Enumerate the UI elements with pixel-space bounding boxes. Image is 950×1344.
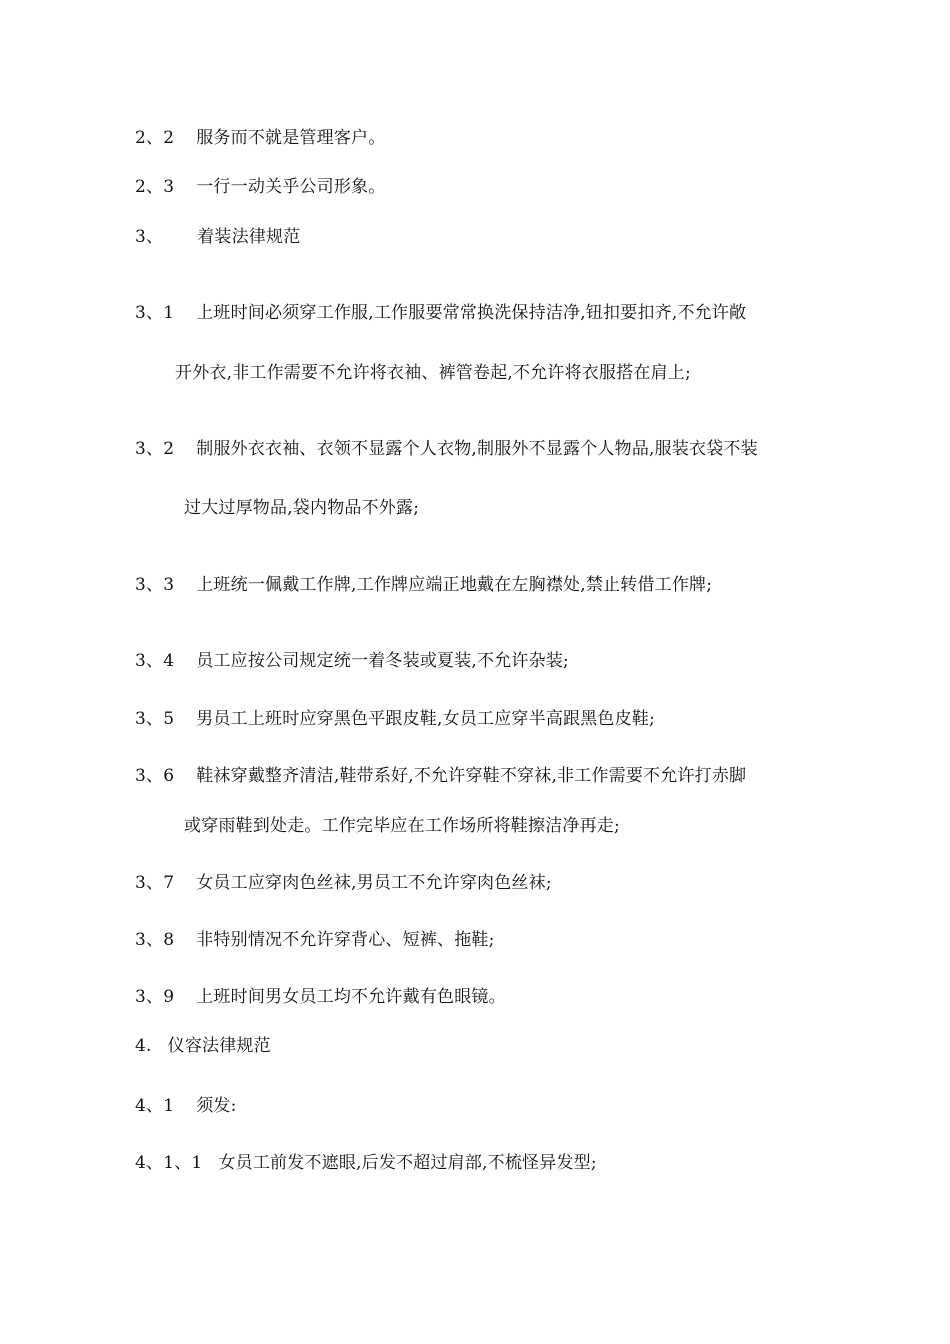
item-text: 非特别情况不允许穿背心、短裤、拖鞋;	[196, 930, 495, 950]
item-text: 过大过厚物品,袋内物品不外露;	[184, 498, 420, 518]
item-text: 一行一动关乎公司形象。	[196, 177, 386, 197]
item-number: 3、8	[135, 930, 175, 950]
list-item	[135, 127, 385, 149]
item-number: 4、1	[135, 1096, 175, 1116]
item-text: 仪容法律规范	[167, 1036, 271, 1056]
list-item	[135, 1095, 237, 1117]
item-number: 3、2	[135, 439, 175, 459]
list-item-continuation	[175, 362, 691, 384]
item-text: 服务而不就是管理客户。	[196, 128, 386, 148]
item-text: 员工应按公司规定统一着冬装或夏装,不允许杂装;	[196, 651, 569, 671]
list-item	[135, 302, 746, 324]
section-heading	[135, 226, 300, 248]
item-number: 3、6	[135, 766, 175, 786]
item-text: 女员工前发不遮眼,后发不超过肩部,不梳怪异发型;	[218, 1153, 597, 1173]
list-item	[135, 438, 758, 460]
item-text: 上班统一佩戴工作牌,工作牌应端正地戴在左胸襟处,禁止转借工作牌;	[196, 575, 713, 595]
list-item	[135, 872, 552, 894]
item-text: 或穿雨鞋到处走。工作完毕应在工作场所将鞋擦洁净再走;	[184, 816, 620, 836]
item-number: 3、1	[135, 303, 175, 323]
list-item-continuation	[184, 497, 419, 519]
list-item	[135, 650, 569, 672]
item-number: 4.	[135, 1036, 152, 1056]
item-text: 鞋袜穿戴整齐清洁,鞋带系好,不允许穿鞋不穿袜,非工作需要不允许打赤脚	[196, 766, 747, 786]
item-number: 3、5	[135, 709, 175, 729]
list-item	[135, 986, 506, 1008]
item-text: 上班时间男女员工均不允许戴有色眼镜。	[196, 987, 506, 1007]
list-item	[135, 176, 385, 198]
item-text: 上班时间必须穿工作服,工作服要常常换洗保持洁净,钮扣要扣齐,不允许敞	[196, 303, 747, 323]
item-text: 男员工上班时应穿黑色平跟皮鞋,女员工应穿半高跟黑色皮鞋;	[196, 709, 655, 729]
list-item	[135, 765, 746, 787]
list-item	[135, 574, 712, 596]
item-text: 女员工应穿肉色丝袜,男员工不允许穿肉色丝袜;	[196, 873, 552, 893]
item-text: 制服外衣衣袖、衣领不显露个人衣物,制服外不显露个人物品,服装衣袋不装	[196, 439, 758, 459]
item-number: 3、4	[135, 651, 175, 671]
item-number: 3、	[135, 227, 164, 247]
list-item-continuation	[184, 815, 620, 837]
item-text: 着装法律规范	[197, 227, 301, 247]
item-number: 4、1、1	[135, 1153, 203, 1173]
item-number: 2、2	[135, 128, 175, 148]
list-item	[135, 929, 495, 951]
item-text: 须发:	[196, 1096, 237, 1116]
item-number: 3、7	[135, 873, 175, 893]
list-item	[135, 708, 655, 730]
item-number: 3、3	[135, 575, 175, 595]
item-number: 2、3	[135, 177, 175, 197]
section-heading	[135, 1035, 271, 1057]
item-number: 3、9	[135, 987, 175, 1007]
item-text: 开外衣,非工作需要不允许将衣袖、裤管卷起,不允许将衣服搭在肩上;	[175, 363, 691, 383]
list-item	[135, 1152, 597, 1174]
